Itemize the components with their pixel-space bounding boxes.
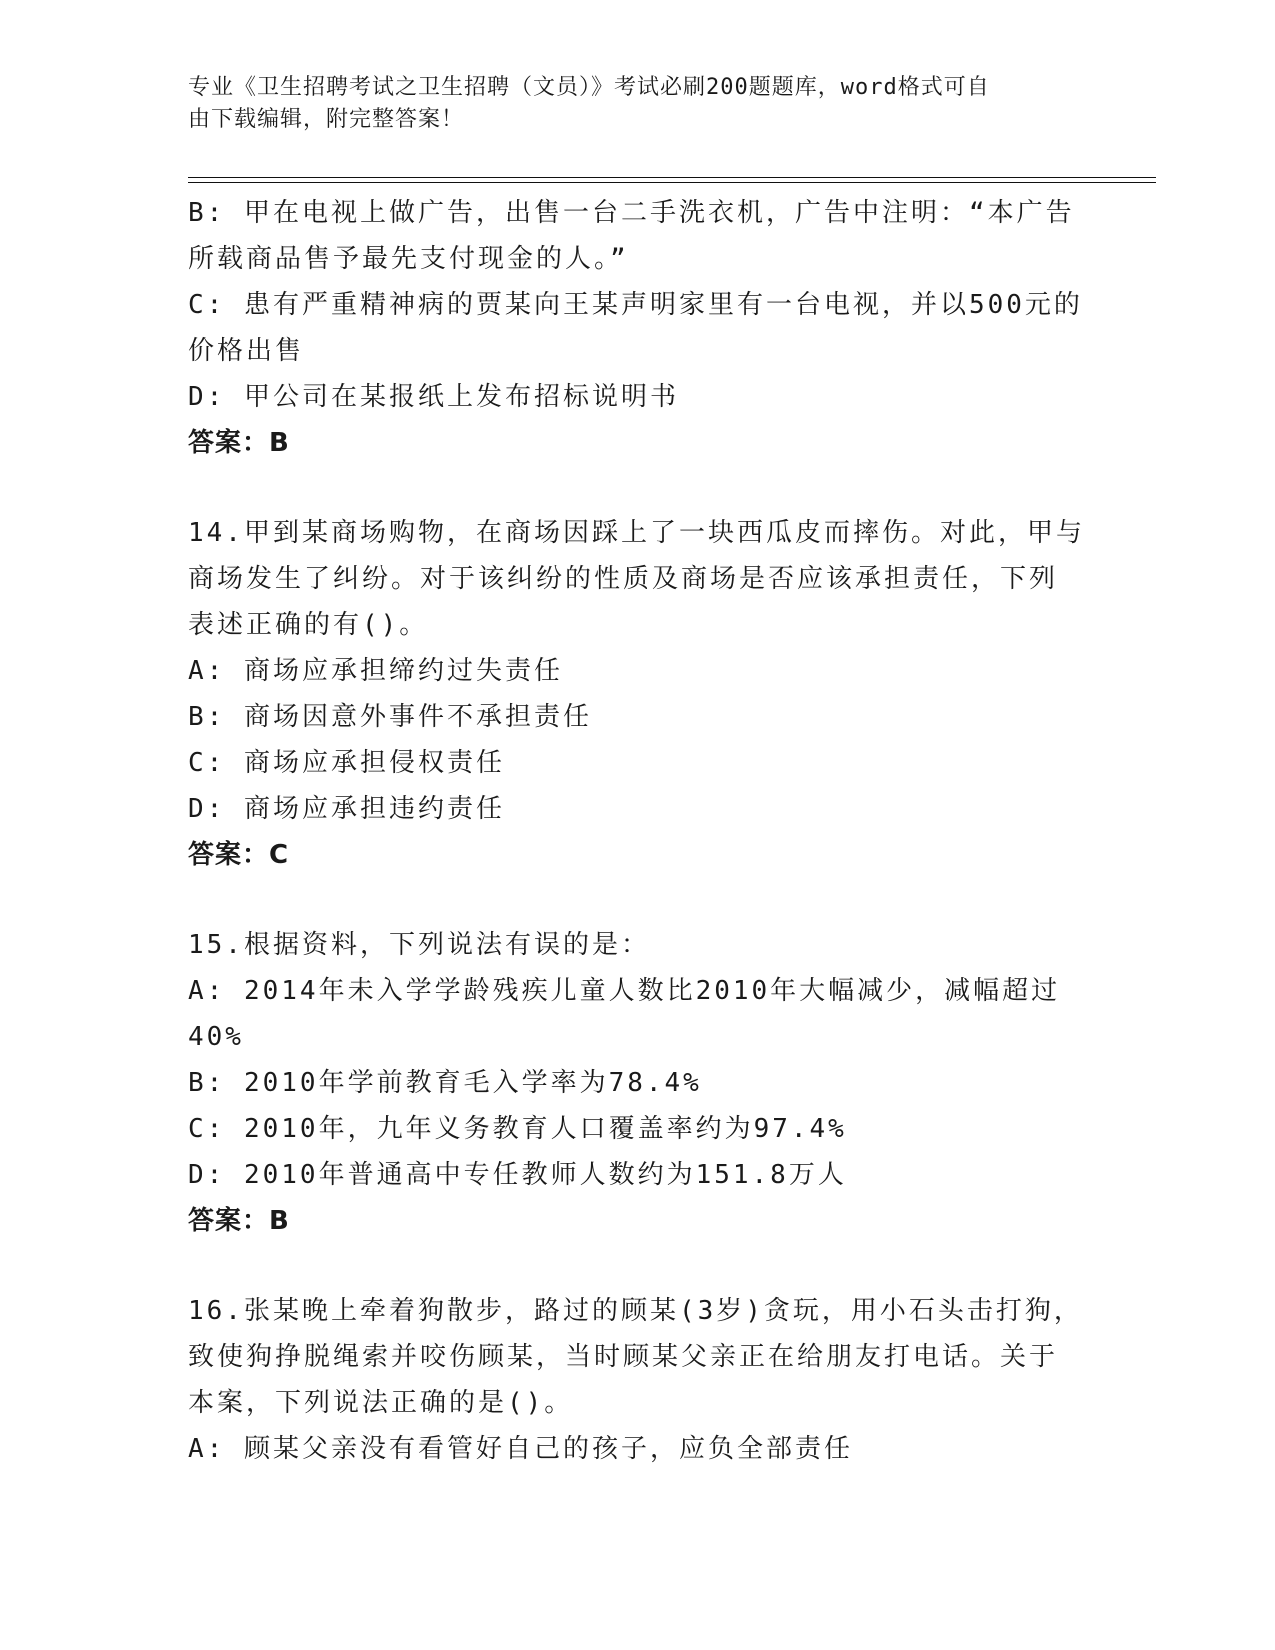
option-a: A: 顾某父亲没有看管好自己的孩子，应负全部责任 [188, 1434, 853, 1464]
option-b: B: 2010年学前教育毛入学率为78.4% [188, 1068, 702, 1098]
spacer [188, 1244, 1088, 1288]
option-d: D: 甲公司在某报纸上发布招标说明书 [188, 382, 679, 412]
option-c-line-1: C: 患有严重精神病的贾某向王某声明家里有一台电视，并以500元的 [188, 290, 1083, 320]
option-c: C: 商场应承担侵权责任 [188, 748, 505, 778]
header-divider-bottom [188, 182, 1156, 183]
option-b: B: 商场因意外事件不承担责任 [188, 702, 592, 732]
option-a: A: 商场应承担缔约过失责任 [188, 656, 563, 686]
spacer [188, 466, 1088, 510]
option-a-line-2: 40% [188, 1022, 244, 1052]
question-15 [188, 922, 1088, 1244]
question-stem-line-1: 16.张某晚上牵着狗散步，路过的顾某(3岁)贪玩，用小石头击打狗， [188, 1296, 1083, 1326]
question-stem-line-3: 本案，下列说法正确的是()。 [188, 1388, 574, 1418]
question-14 [188, 510, 1088, 878]
document-header [188, 72, 1068, 136]
question-13 [188, 190, 1088, 466]
header-line-2: 由下载编辑，附完整答案！ [188, 107, 465, 132]
option-b-line-2: 所载商品售予最先支付现金的人。” [188, 244, 629, 274]
option-a-line-1: A: 2014年未入学学龄残疾儿童人数比2010年大幅减少，减幅超过 [188, 976, 1061, 1006]
question-16 [188, 1288, 1088, 1472]
question-stem-line-2: 商场发生了纠纷。对于该纠纷的性质及商场是否应该承担责任，下列 [188, 564, 1059, 594]
header-divider-top [188, 177, 1156, 178]
answer-14: 答案：C [188, 840, 290, 870]
option-b-line-1: B: 甲在电视上做广告，出售一台二手洗衣机，广告中注明：“本广告 [188, 198, 1075, 228]
question-stem-line-3: 表述正确的有()。 [188, 610, 429, 640]
option-c-line-2: 价格出售 [188, 336, 305, 366]
option-d: D: 2010年普通高中专任教师人数约为151.8万人 [188, 1160, 847, 1190]
question-stem-line-1: 14.甲到某商场购物，在商场因踩上了一块西瓜皮而摔伤。对此，甲与 [188, 518, 1085, 548]
option-d: D: 商场应承担违约责任 [188, 794, 505, 824]
answer-13: 答案：B [188, 428, 290, 458]
question-stem: 15.根据资料，下列说法有误的是： [188, 930, 650, 960]
header-line-1: 专业《卫生招聘考试之卫生招聘（文员）》考试必刷200题题库，word格式可自 [188, 75, 990, 100]
option-c: C: 2010年，九年义务教育人口覆盖率约为97.4% [188, 1114, 847, 1144]
answer-15: 答案：B [188, 1206, 290, 1236]
question-stem-line-2: 致使狗挣脱绳索并咬伤顾某，当时顾某父亲正在给朋友打电话。关于 [188, 1342, 1059, 1372]
spacer [188, 878, 1088, 922]
question-list [188, 190, 1088, 1472]
